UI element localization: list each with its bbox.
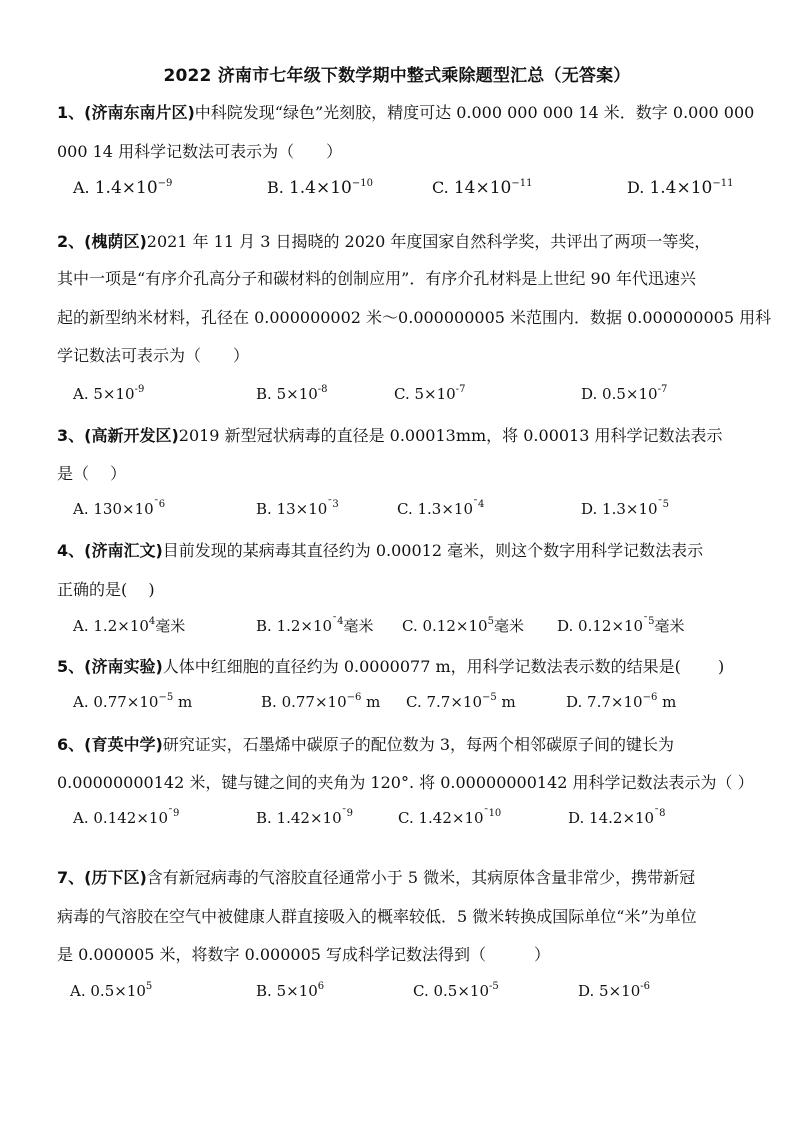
question-5-text-1: 人体中红细胞的直径约为 0.0000077 m，用科学记数法表示数的结果是( ) — [162, 657, 725, 676]
question-1-line-1 — [57, 100, 754, 123]
question-7-option-c — [413, 982, 499, 1000]
question-2-line-4: 学记数法可表示为（ ） — [57, 346, 250, 365]
option-base: 5×10 — [276, 982, 318, 1000]
question-5-option-a — [73, 693, 192, 711]
question-2-source: 2、(槐荫区) — [57, 232, 147, 251]
option-base: 0.12×10 — [422, 617, 488, 635]
option-exponent: ˉ4 — [473, 499, 485, 510]
option-exponent: −6 — [642, 692, 658, 703]
option-unit: 毫米 — [155, 617, 186, 635]
option-base: 1.2×10 — [276, 617, 333, 635]
question-2-line-3: 起的新型纳米材料，孔径在 0.000000002 米～0.000000005 米范围内．数据 0.000000005 用科 — [57, 308, 772, 327]
option-label: B. — [267, 178, 284, 197]
option-base: 0.5×10 — [602, 385, 658, 403]
question-6-option-c — [398, 809, 501, 827]
option-label: A. — [73, 178, 90, 197]
option-exponent: ˉ5 — [643, 616, 655, 627]
question-6-line-2: 0.00000000142 米，键与键之间的夹角为 120°. 将 0.00000000142 用科学记数法表示为（ ） — [57, 773, 754, 792]
question-3-option-a — [73, 500, 165, 518]
question-1-option-b — [267, 178, 373, 198]
question-6-option-b — [256, 809, 353, 827]
option-unit: m — [173, 693, 193, 711]
option-base: 5×10 — [276, 385, 318, 403]
question-7-text-1: 含有新冠病毒的气溶胶直径通常小于 5 微米，其病原体含量非常少，携带新冠 — [146, 868, 696, 887]
option-label: D. — [566, 693, 583, 711]
option-label: D. — [578, 982, 595, 1000]
option-exponent: ˉ3 — [327, 499, 339, 510]
option-base: 1.42×10 — [276, 809, 342, 827]
question-3-source: 3、(高新开发区) — [57, 426, 179, 445]
question-3-line-1 — [57, 423, 723, 446]
option-exponent: −5 — [158, 692, 174, 703]
question-4-option-d — [557, 615, 685, 636]
option-label: B. — [261, 693, 277, 711]
question-6-source: 6、(育英中学) — [57, 735, 163, 754]
option-exponent: −6 — [346, 692, 362, 703]
option-base: 0.5×10 — [90, 982, 146, 1000]
option-base: 1.4×10 — [649, 178, 713, 198]
option-base: 7.7×10 — [426, 693, 483, 711]
question-4-option-c — [402, 615, 524, 636]
option-base: 5×10 — [599, 982, 641, 1000]
question-5-option-c — [406, 693, 516, 711]
option-base: 14.2×10 — [589, 809, 655, 827]
option-label: B. — [256, 500, 272, 518]
option-label: D. — [627, 178, 645, 197]
question-1-option-a — [73, 178, 172, 198]
option-exponent: -7 — [455, 384, 466, 395]
question-3-line-2: 是（ ） — [57, 464, 127, 483]
option-exponent: 6 — [317, 981, 325, 992]
question-2-option-c — [394, 385, 465, 403]
question-7-line-3: 是 0.000005 米，将数字 0.000005 写成科学记数法得到（ ） — [57, 945, 551, 964]
option-label: C. — [402, 617, 418, 635]
question-3-option-b — [256, 500, 339, 518]
question-7-line-1 — [57, 865, 695, 888]
option-unit: m — [361, 693, 381, 711]
option-base: 13×10 — [276, 500, 328, 518]
question-4-line-2: 正确的是( ) — [57, 580, 155, 599]
question-4-option-a — [73, 615, 185, 636]
option-base: 1.42×10 — [418, 809, 484, 827]
option-base: 0.77×10 — [93, 693, 159, 711]
option-exponent: -7 — [657, 384, 668, 395]
option-label: A. — [73, 693, 89, 711]
option-base: 1.4×10 — [288, 178, 352, 198]
option-base: 7.7×10 — [587, 693, 643, 711]
question-3-text-1: 2019 新型冠状病毒的直径是 0.00013mm，将 0.00013 用科学记数法表示 — [178, 426, 723, 445]
option-exponent: 5 — [487, 616, 494, 627]
question-4-source: 4、(济南汇文) — [57, 541, 163, 560]
question-4-option-b — [256, 615, 373, 636]
option-base: 0.142×10 — [93, 809, 168, 827]
option-exponent: ˉ9 — [168, 808, 180, 819]
option-label: D. — [581, 500, 598, 518]
option-base: 1.3×10 — [602, 500, 658, 518]
question-7-line-2: 病毒的气溶胶在空气中被健康人群直接吸入的概率较低．5 微米转换成国际单位“米”为单位 — [57, 907, 697, 926]
option-base: 5×10 — [414, 385, 456, 403]
option-label: C. — [432, 178, 449, 197]
question-3-option-c — [397, 500, 484, 518]
option-label: C. — [406, 693, 422, 711]
option-label: C. — [394, 385, 410, 403]
question-2-line-2: 其中一项是“有序介孔高分子和碳材料的创制应用”．有序介孔材料是上世纪 90 年代迅速兴 — [57, 269, 696, 288]
question-7-option-a — [70, 982, 152, 1000]
option-base: 0.5×10 — [433, 982, 490, 1000]
option-exponent: 5 — [145, 981, 153, 992]
option-exponent: −9 — [157, 178, 173, 189]
question-4-text-1: 目前发现的某病毒其直径约为 0.00012 毫米，则这个数字用科学记数法表示 — [162, 541, 704, 560]
question-6-line-1 — [57, 732, 674, 755]
question-1-text-1: 中科院发现“绿色”光刻胶，精度可达 0.000 000 000 14 米．数字 0.000 000 — [194, 103, 755, 122]
question-5-option-d — [566, 693, 676, 711]
option-base: 5×10 — [93, 385, 135, 403]
question-4-line-1 — [57, 538, 703, 561]
option-exponent: ˉ8 — [654, 808, 666, 819]
option-label: C. — [398, 809, 414, 827]
question-1-line-2: 000 14 用科学记数法可表示为（ ） — [57, 142, 343, 161]
option-exponent: ˉ6 — [153, 499, 166, 510]
question-1-option-c — [432, 178, 532, 198]
option-label: B. — [256, 982, 272, 1000]
option-base: 0.77×10 — [281, 693, 347, 711]
option-label: A. — [70, 982, 86, 1000]
question-2-option-a — [73, 385, 144, 403]
option-label: B. — [256, 809, 272, 827]
question-5-line-1 — [57, 654, 724, 677]
option-label: A. — [73, 385, 89, 403]
option-label: D. — [557, 617, 574, 635]
option-label: B. — [256, 617, 272, 635]
option-unit: m — [496, 693, 516, 711]
option-exponent: ˉ10 — [483, 808, 502, 819]
question-1-source: 1、(济南东南片区) — [57, 103, 195, 122]
question-2-option-b — [256, 385, 328, 403]
option-base: 0.12×10 — [578, 617, 644, 635]
option-exponent: −11 — [712, 178, 734, 189]
option-unit: m — [657, 693, 677, 711]
question-6-text-1: 研究证实，石墨烯中碳原子的配位数为 3，每两个相邻碳原子间的键长为 — [162, 735, 675, 754]
option-label: C. — [413, 982, 429, 1000]
option-label: A. — [73, 500, 89, 518]
question-2-option-d — [581, 385, 667, 403]
question-2-line-1 — [57, 229, 710, 252]
question-7-option-d — [578, 982, 650, 1000]
question-6-option-a — [73, 809, 179, 827]
option-exponent: ˉ9 — [341, 808, 354, 819]
option-exponent: -9 — [134, 384, 145, 395]
option-unit: 毫米 — [343, 617, 374, 635]
option-base: 130×10 — [93, 500, 154, 518]
option-label: D. — [581, 385, 598, 403]
option-exponent: −11 — [511, 178, 533, 189]
option-label: D. — [568, 809, 585, 827]
option-exponent: −5 — [482, 692, 497, 703]
option-exponent: −10 — [351, 178, 373, 189]
option-label: C. — [397, 500, 413, 518]
option-label: A. — [73, 809, 89, 827]
question-7-source: 7、(历下区) — [57, 868, 147, 887]
option-exponent: -8 — [317, 384, 328, 395]
option-exponent: -5 — [489, 981, 499, 992]
option-exponent: -6 — [640, 981, 650, 992]
question-2-text-1: 2021 年 11 月 3 日揭晓的 2020 年度国家自然科学奖，共评出了两项一等奖， — [146, 232, 711, 251]
option-unit: 毫米 — [493, 617, 524, 635]
question-5-option-b — [261, 693, 380, 711]
option-label: A. — [73, 617, 89, 635]
option-unit: 毫米 — [654, 617, 685, 635]
option-base: 1.3×10 — [417, 500, 474, 518]
option-label: B. — [256, 385, 272, 403]
option-exponent: 4 — [148, 616, 156, 627]
option-base: 1.2×10 — [93, 617, 149, 635]
question-7-option-b — [256, 982, 324, 1000]
option-base: 14×10 — [453, 178, 512, 198]
question-1-option-d — [627, 178, 733, 198]
option-exponent: ˉ5 — [657, 499, 669, 510]
question-5-source: 5、(济南实验) — [57, 657, 163, 676]
question-6-option-d — [568, 809, 665, 827]
question-3-option-d — [581, 500, 669, 518]
option-base: 1.4×10 — [94, 178, 158, 198]
page-title: 2022 济南市七年级下数学期中整式乘除题型汇总（无答案） — [163, 66, 631, 86]
option-exponent: ˉ4 — [332, 616, 344, 627]
